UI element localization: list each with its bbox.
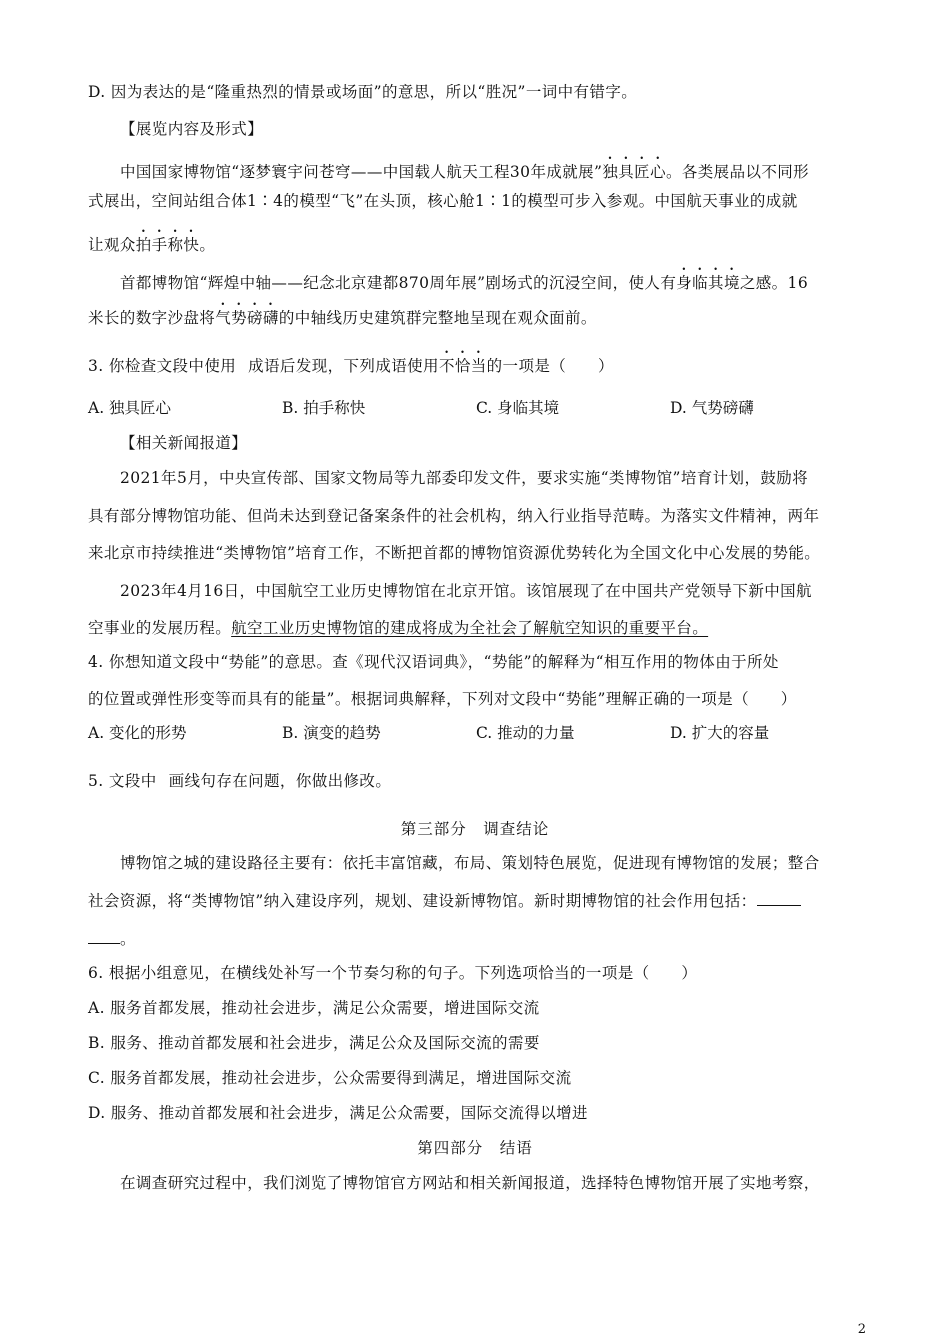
part3-heading: 第三部分 调查结论 <box>400 820 550 838</box>
q4-stem-line-1: 4. 你想知道文段中“势能”的意思。查《现代汉语词典》，“势能”的解释为“相互作用的物体由于所处 <box>88 653 779 671</box>
exhibit-paragraph-1-line-1: 中国国家博物馆“逐梦寰宇问苍穹——中国载人航天工程30年成就展”独具匠心。各类展品以不同形 <box>120 163 810 181</box>
q3-option-d: D. 气势磅礴 <box>670 399 754 417</box>
q3-option-b: B. 拍手称快 <box>282 399 366 417</box>
q6-stem: 6. 根据小组意见，在横线处补写一个节奏匀称的句子。下列选项恰当的一项是（ ） <box>88 964 698 982</box>
q3-option-a: A. 独具匠心 <box>88 399 172 417</box>
answer-blank[interactable] <box>757 891 801 906</box>
idiom-emphasis: 气势磅礴 <box>215 309 279 327</box>
part3-line-3: 。 <box>88 928 136 950</box>
q4-option-d: D. 扩大的容量 <box>670 724 770 742</box>
news-heading: 【相关新闻报道】 <box>120 434 248 452</box>
exhibit-paragraph-1-line-3: 让观众拍手称快。 <box>88 236 216 254</box>
exhibit-paragraph-2-line-1: 首都博物馆“辉煌中轴——纪念北京建都870周年展”剧场式的沉浸空间，使人有身临其境之感。16 <box>120 274 809 292</box>
exhibit-paragraph-2-line-2: 米长的数字沙盘将气势磅礴的中轴线历史建筑群完整地呈现在观众面前。 <box>88 309 597 327</box>
news-paragraph-1-line-2: 具有部分博物馆功能、但尚未达到登记备案条件的社会机构，纳入行业指导范畴。为落实文件精神，两年 <box>88 507 820 525</box>
page-number: 2 <box>857 1322 866 1337</box>
q4-option-b: B. 演变的趋势 <box>282 724 381 742</box>
exhibit-heading: 【展览内容及形式】 <box>120 120 264 138</box>
news-paragraph-1-line-1: 2021年5月，中央宣传部、国家文物局等九部委印发文件，要求实施“类博物馆”培育计划，鼓励将 <box>120 469 809 487</box>
idiom-emphasis: 拍手称快 <box>135 236 200 254</box>
q3-stem: 3. 你检查文段中使用 成语后发现，下列成语使用不恰当的一项是（ ） <box>88 357 614 375</box>
q6-option-c: C. 服务首都发展，推动社会进步，公众需要得到满足，增进国际交流 <box>88 1069 572 1087</box>
part4-heading: 第四部分 结语 <box>417 1139 533 1157</box>
q6-option-a: A. 服务首都发展，推动社会进步，满足公众需要，增进国际交流 <box>88 999 540 1017</box>
q4-option-c: C. 推动的力量 <box>476 724 575 742</box>
q6-option-d: D. 服务、推动首都发展和社会进步，满足公众需要，国际交流得以增进 <box>88 1104 588 1122</box>
q6-option-b: B. 服务、推动首都发展和社会进步，满足公众及国际交流的需要 <box>88 1034 540 1052</box>
q4-option-a: A. 变化的形势 <box>88 724 187 742</box>
news-paragraph-1-line-3: 来北京市持续推进“类博物馆”培育工作，不断把首都的博物馆资源优势转化为全国文化中心发展的势能。 <box>88 544 821 562</box>
part3-line-1: 博物馆之城的建设路径主要有：依托丰富馆藏，布局、策划特色展览，促进现有博物馆的发展；整合 <box>120 854 820 872</box>
news-paragraph-2-line-1: 2023年4月16日，中国航空工业历史博物馆在北京开馆。该馆展现了在中国共产党领导下新中国航 <box>120 582 812 600</box>
answer-blank[interactable] <box>88 929 120 944</box>
idiom-emphasis: 身临其境 <box>676 274 740 292</box>
emphasis-text: 不恰当 <box>438 357 487 375</box>
q4-stem-line-2: 的位置或弹性形变等而具有的能量”。根据词典解释，下列对文段中“势能”理解正确的一项是（ ） <box>88 690 797 708</box>
news-paragraph-2-line-2: 空事业的发展历程。航空工业历史博物馆的建成将成为全社会了解航空知识的重要平台。 <box>88 619 709 637</box>
underlined-sentence: 航空工业历史博物馆的建成将成为全社会了解航空知识的重要平台。 <box>231 619 709 637</box>
q5-stem: 5. 文段中 画线句存在问题，你做出修改。 <box>88 772 392 790</box>
part3-line-2: 社会资源，将“类博物馆”纳入建设序列，规划、建设新博物馆。新时期博物馆的社会作用包括： <box>88 890 801 912</box>
q3-option-c: C. 身临其境 <box>476 399 560 417</box>
part4-line-1: 在调查研究过程中，我们浏览了博物馆官方网站和相关新闻报道，选择特色博物馆开展了实地考察， <box>120 1174 820 1192</box>
exhibit-paragraph-1-line-2: 式展出，空间站组合体1∶4的模型“飞”在头顶，核心舱1∶1的模型可步入参观。中国航天事业的成就 <box>88 192 798 210</box>
q2-option-d: D. 因为表达的是“隆重热烈的情景或场面”的意思，所以“胜况”一词中有错字。 <box>88 83 638 101</box>
idiom-emphasis: 独具匠心 <box>602 163 666 181</box>
